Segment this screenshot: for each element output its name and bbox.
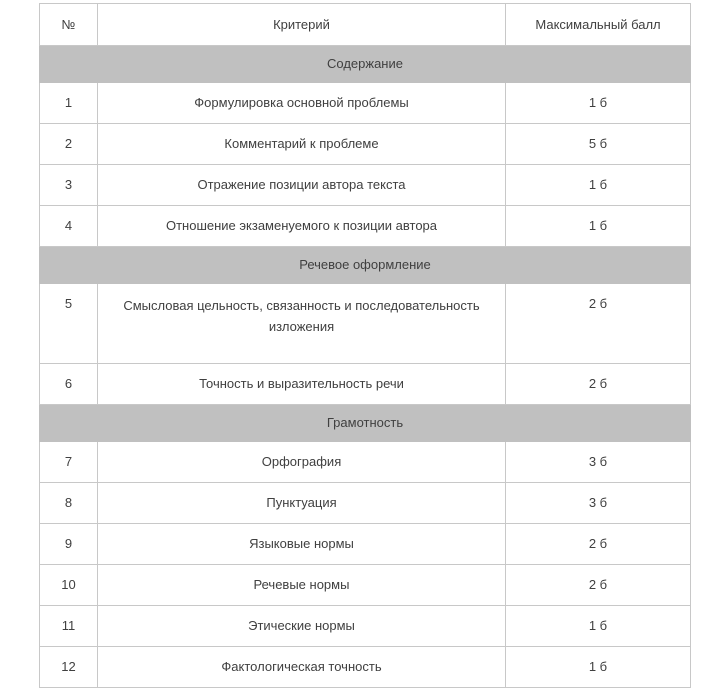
criterion-name: Комментарий к проблеме bbox=[98, 124, 506, 165]
table-row bbox=[40, 124, 691, 165]
section-title: Содержание bbox=[40, 46, 691, 83]
table-row bbox=[40, 83, 691, 124]
criterion-number: 5 bbox=[40, 284, 98, 364]
criterion-name: Этические нормы bbox=[98, 606, 506, 647]
criterion-max-score: 1 б bbox=[506, 165, 691, 206]
table-header-row bbox=[40, 4, 691, 46]
section-header-row bbox=[40, 46, 691, 83]
table-row bbox=[40, 483, 691, 524]
table-row bbox=[40, 165, 691, 206]
criterion-max-score: 1 б bbox=[506, 83, 691, 124]
criterion-name: Фактологическая точность bbox=[98, 647, 506, 688]
table-row bbox=[40, 524, 691, 565]
criterion-name: Орфография bbox=[98, 442, 506, 483]
criterion-max-score: 2 б bbox=[506, 364, 691, 405]
criterion-number: 11 bbox=[40, 606, 98, 647]
criterion-max-score: 2 б bbox=[506, 565, 691, 606]
criterion-number: 6 bbox=[40, 364, 98, 405]
criterion-name: Смысловая цельность, связанность и последовательность изложения bbox=[98, 284, 506, 364]
criterion-name: Пунктуация bbox=[98, 483, 506, 524]
criteria-table bbox=[39, 3, 691, 688]
section-title: Речевое оформление bbox=[40, 247, 691, 284]
criterion-number: 3 bbox=[40, 165, 98, 206]
table-row bbox=[40, 284, 691, 364]
criterion-max-score: 2 б bbox=[506, 524, 691, 565]
criterion-name: Речевые нормы bbox=[98, 565, 506, 606]
column-header-score: Максимальный балл bbox=[506, 4, 691, 46]
table-row bbox=[40, 647, 691, 688]
criterion-name: Языковые нормы bbox=[98, 524, 506, 565]
criterion-number: 9 bbox=[40, 524, 98, 565]
section-header-row bbox=[40, 247, 691, 284]
table-row bbox=[40, 565, 691, 606]
rubric-table-container bbox=[39, 3, 690, 688]
table-row bbox=[40, 442, 691, 483]
criterion-max-score: 3 б bbox=[506, 442, 691, 483]
criterion-number: 7 bbox=[40, 442, 98, 483]
criterion-number: 8 bbox=[40, 483, 98, 524]
table-row bbox=[40, 606, 691, 647]
criterion-number: 4 bbox=[40, 206, 98, 247]
criterion-max-score: 3 б bbox=[506, 483, 691, 524]
criterion-number: 2 bbox=[40, 124, 98, 165]
criterion-number: 10 bbox=[40, 565, 98, 606]
column-header-crit: Критерий bbox=[98, 4, 506, 46]
criterion-name: Формулировка основной проблемы bbox=[98, 83, 506, 124]
criterion-max-score: 5 б bbox=[506, 124, 691, 165]
criterion-max-score: 1 б bbox=[506, 647, 691, 688]
criterion-max-score: 2 б bbox=[506, 284, 691, 364]
table-row bbox=[40, 364, 691, 405]
column-header-num: № bbox=[40, 4, 98, 46]
section-header-row bbox=[40, 405, 691, 442]
criterion-max-score: 1 б bbox=[506, 606, 691, 647]
section-title: Грамотность bbox=[40, 405, 691, 442]
criterion-name: Отражение позиции автора текста bbox=[98, 165, 506, 206]
criterion-number: 1 bbox=[40, 83, 98, 124]
criterion-max-score: 1 б bbox=[506, 206, 691, 247]
table-row bbox=[40, 206, 691, 247]
criterion-number: 12 bbox=[40, 647, 98, 688]
table-body bbox=[40, 4, 691, 688]
criterion-name: Отношение экзаменуемого к позиции автора bbox=[98, 206, 506, 247]
criterion-name: Точность и выразительность речи bbox=[98, 364, 506, 405]
